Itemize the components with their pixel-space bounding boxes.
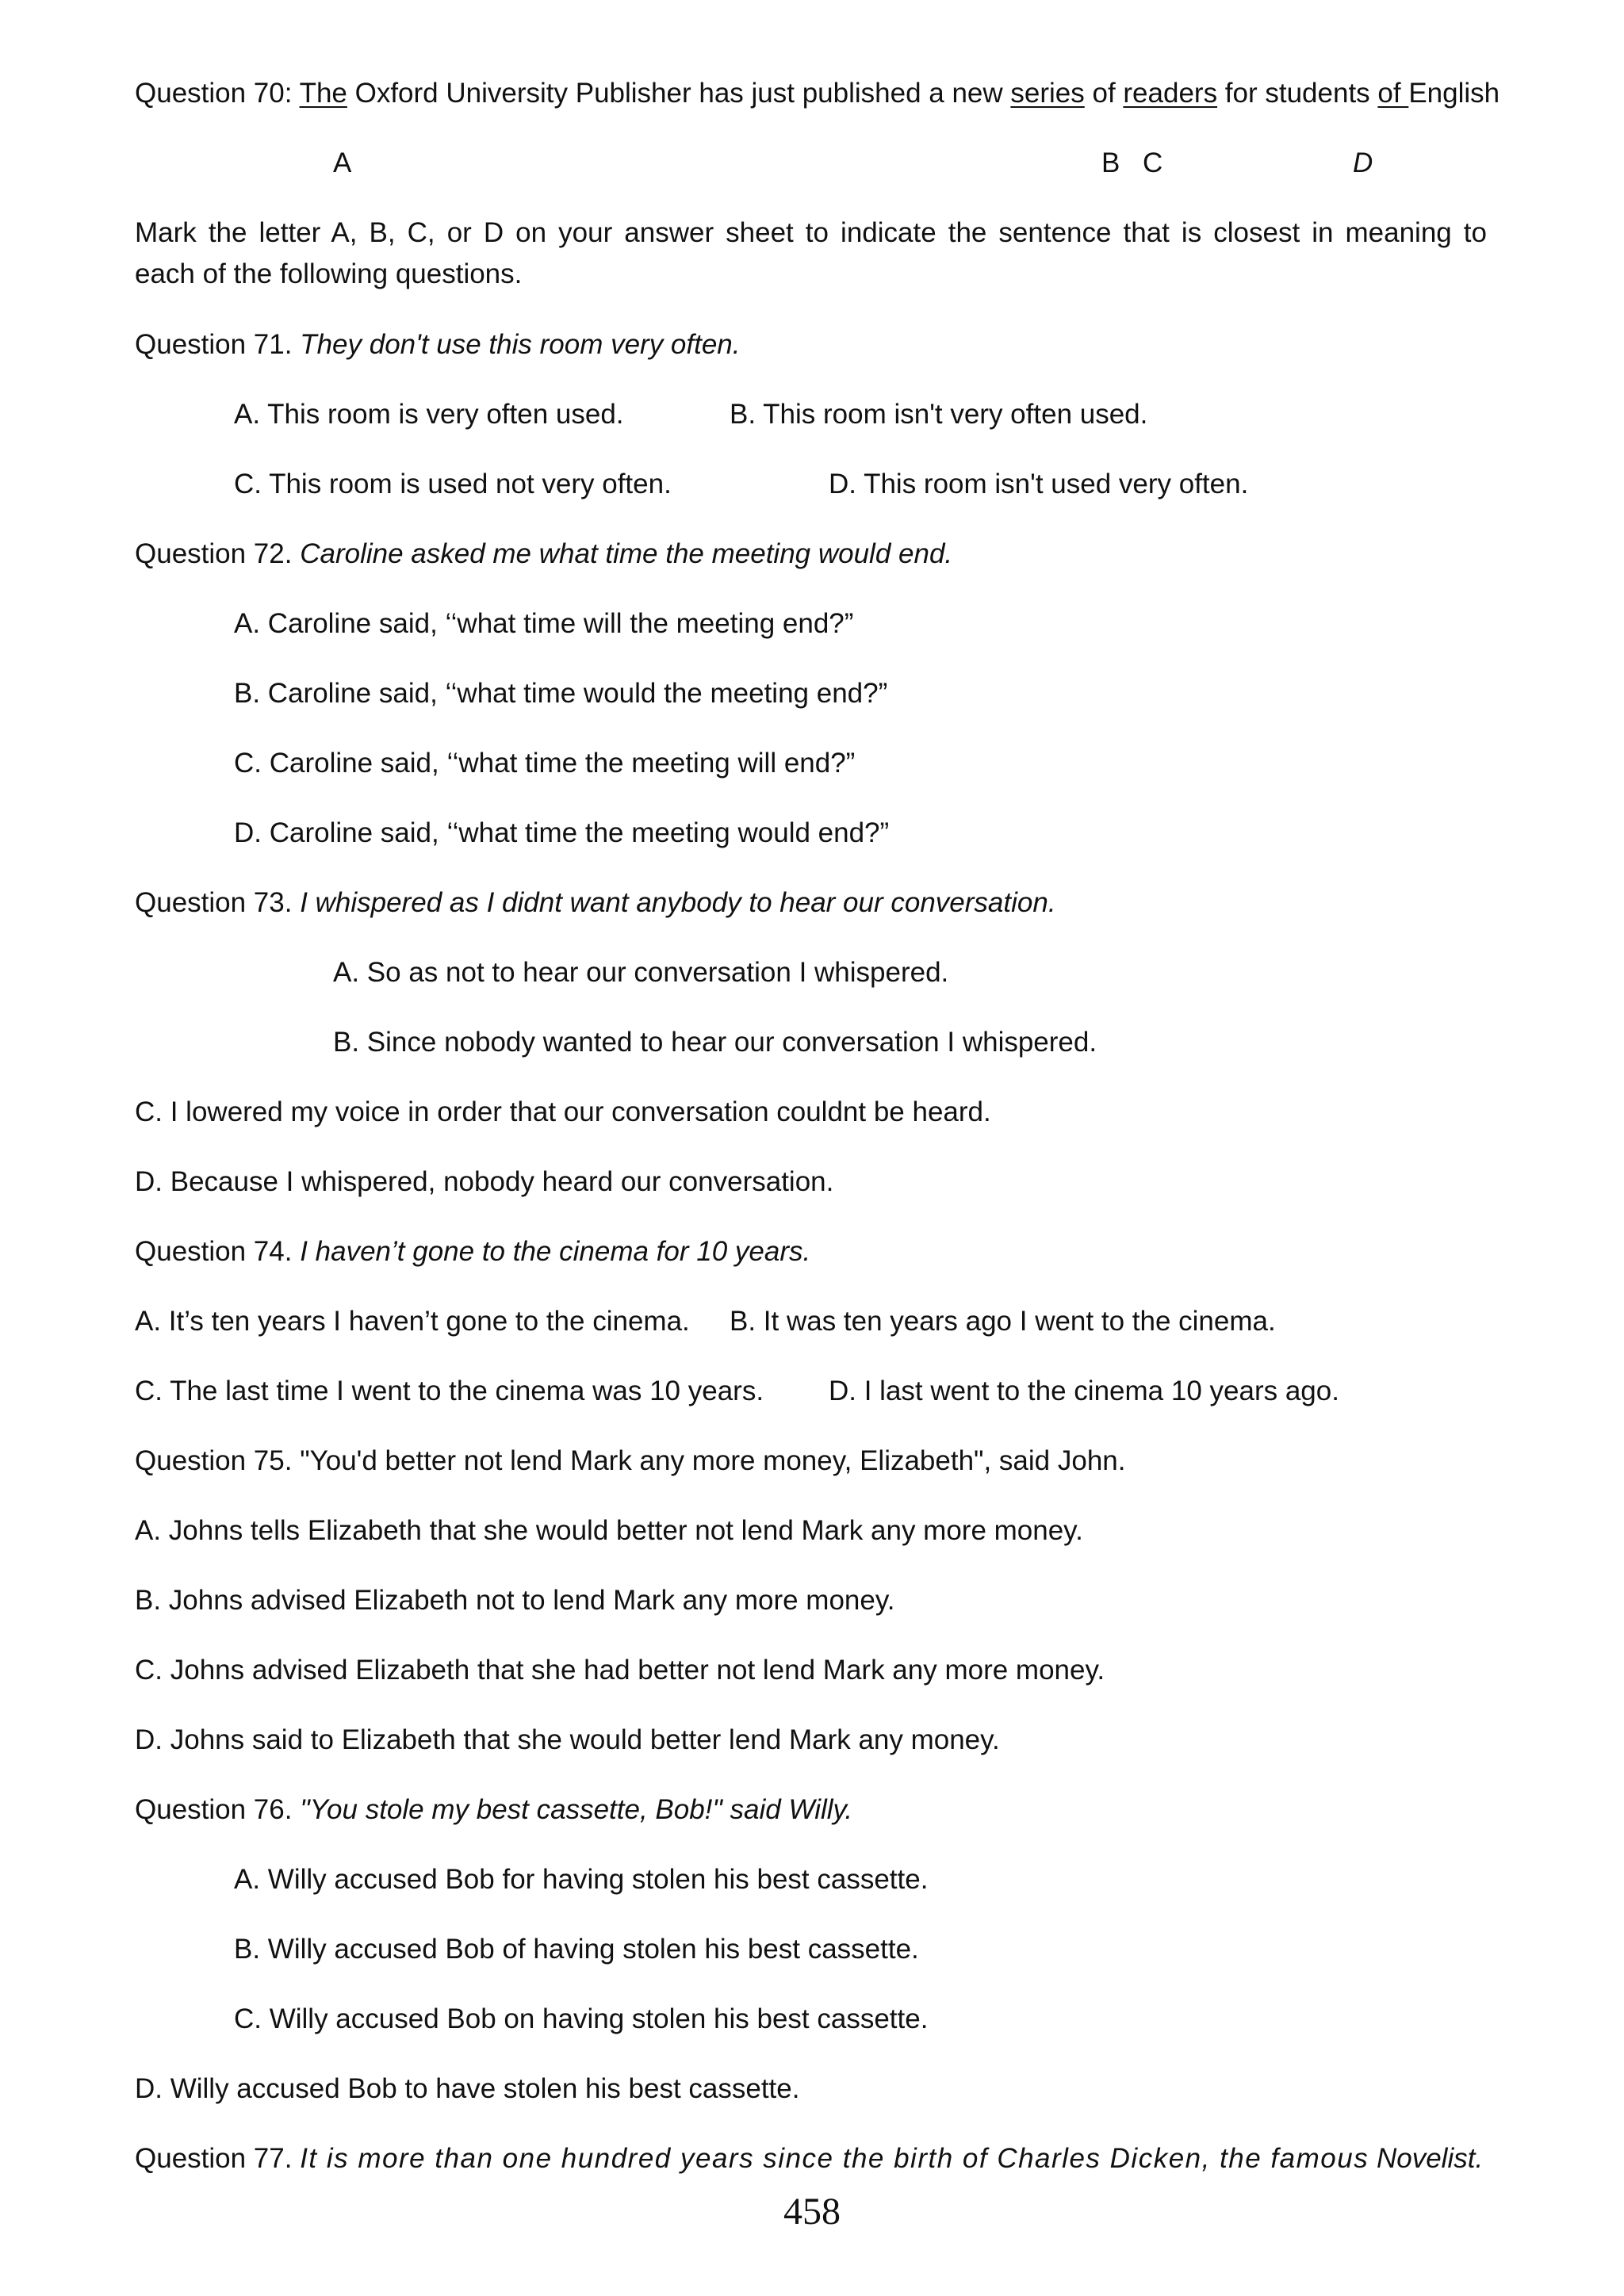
question-77-tail: Novelist. [1369,2143,1484,2174]
option-73-d: D. Because I whispered, nobody heard our conversation. [135,1166,834,1197]
question-76 [135,1793,852,1827]
instruction-line-1: Mark the letter A, B, C, or D on your answer sheet to indicate the sentence that is closest in meaning to [135,217,1487,248]
option-74-d: D. I last went to the cinema 10 years ago. [829,1376,1339,1406]
option-71-a: A. This room is very often used. [234,399,624,430]
question-73-stem: I whispered as I didnt want anybody to hear our conversation. [300,887,1056,918]
page-number: 458 [783,2191,841,2233]
question-73-label: Question 73. [135,887,301,918]
question-73 [135,886,1056,920]
question-76-label: Question 76. [135,1794,301,1825]
option-73-a: A. So as not to hear our conversation I whispered. [333,957,949,988]
question-71-label: Question 71. [135,329,301,360]
question-71-stem: They don't use this room very often. [300,329,741,360]
question-70-text: of [1084,78,1124,109]
option-75-c: C. Johns advised Elizabeth that she had better not lend Mark any more money. [135,1655,1105,1686]
option-72-c: C. Caroline said, ‘‘what time the meeting will end?” [234,748,856,779]
marker-d: D [1353,147,1373,178]
underlined-word-d: of [1377,78,1409,109]
question-70-label: Question 70: [135,78,300,109]
option-75-d: D. Johns said to Elizabeth that she would better lend Mark any money. [135,1724,1000,1755]
question-72 [135,537,952,572]
option-71-b: B. This room isn't very often used. [730,399,1148,430]
marker-a: A [333,147,352,178]
question-77-stem: It is more than one hundred years since the birth of Charles Dicken, the famous [300,2143,1369,2174]
option-74-b: B. It was ten years ago I went to the cinema. [730,1306,1276,1337]
question-70-text: Oxford University Publisher has just published a new [347,78,1011,109]
option-74-a: A. It’s ten years I haven’t gone to the cinema. [135,1306,690,1337]
question-74 [135,1234,810,1269]
marker-c: C [1143,147,1163,178]
option-72-a: A. Caroline said, ‘‘what time will the meeting end?” [234,608,854,639]
option-76-b: B. Willy accused Bob of having stolen his best cassette. [234,1934,919,1965]
option-76-d: D. Willy accused Bob to have stolen his best cassette. [135,2073,800,2104]
option-71-c: C. This room is used not very often. [234,469,672,499]
question-70-text: for students [1217,78,1378,109]
question-77-label: Question 77. [135,2143,301,2174]
option-72-d: D. Caroline said, ‘‘what time the meeting would end?” [234,817,890,848]
option-73-c: C. I lowered my voice in order that our conversation couldnt be heard. [135,1096,991,1127]
option-75-b: B. Johns advised Elizabeth not to lend Mark any more money. [135,1585,895,1616]
option-73-b: B. Since nobody wanted to hear our conversation I whispered. [333,1027,1097,1058]
question-76-stem: "You stole my best cassette, Bob!" said Willy. [300,1794,853,1825]
instruction-line-2: each of the following questions. [135,258,523,289]
option-71-d: D. This room isn't used very often. [829,469,1249,499]
question-72-label: Question 72. [135,538,301,569]
question-70-text: English [1408,78,1500,109]
question-74-stem: I haven’t gone to the cinema for 10 years. [300,1236,811,1267]
marker-b: B [1101,147,1120,178]
underlined-word-c: readers [1123,78,1218,109]
question-70-line [135,76,1500,111]
question-72-stem: Caroline asked me what time the meeting would end. [300,538,953,569]
option-76-a: A. Willy accused Bob for having stolen his best cassette. [234,1864,929,1895]
option-76-c: C. Willy accused Bob on having stolen his best cassette. [234,2003,929,2034]
option-72-b: B. Caroline said, ‘‘what time would the meeting end?” [234,678,888,709]
question-75: Question 75. "You'd better not lend Mark any more money, Elizabeth", said John. [135,1445,1126,1476]
option-74-c: C. The last time I went to the cinema was 10 years. [135,1376,764,1406]
question-77 [135,2141,1483,2176]
underlined-word-b: series [1010,78,1085,109]
question-74-label: Question 74. [135,1236,301,1267]
question-71 [135,327,741,362]
underlined-word-a: The [299,78,347,109]
option-75-a: A. Johns tells Elizabeth that she would better not lend Mark any more money. [135,1515,1083,1546]
